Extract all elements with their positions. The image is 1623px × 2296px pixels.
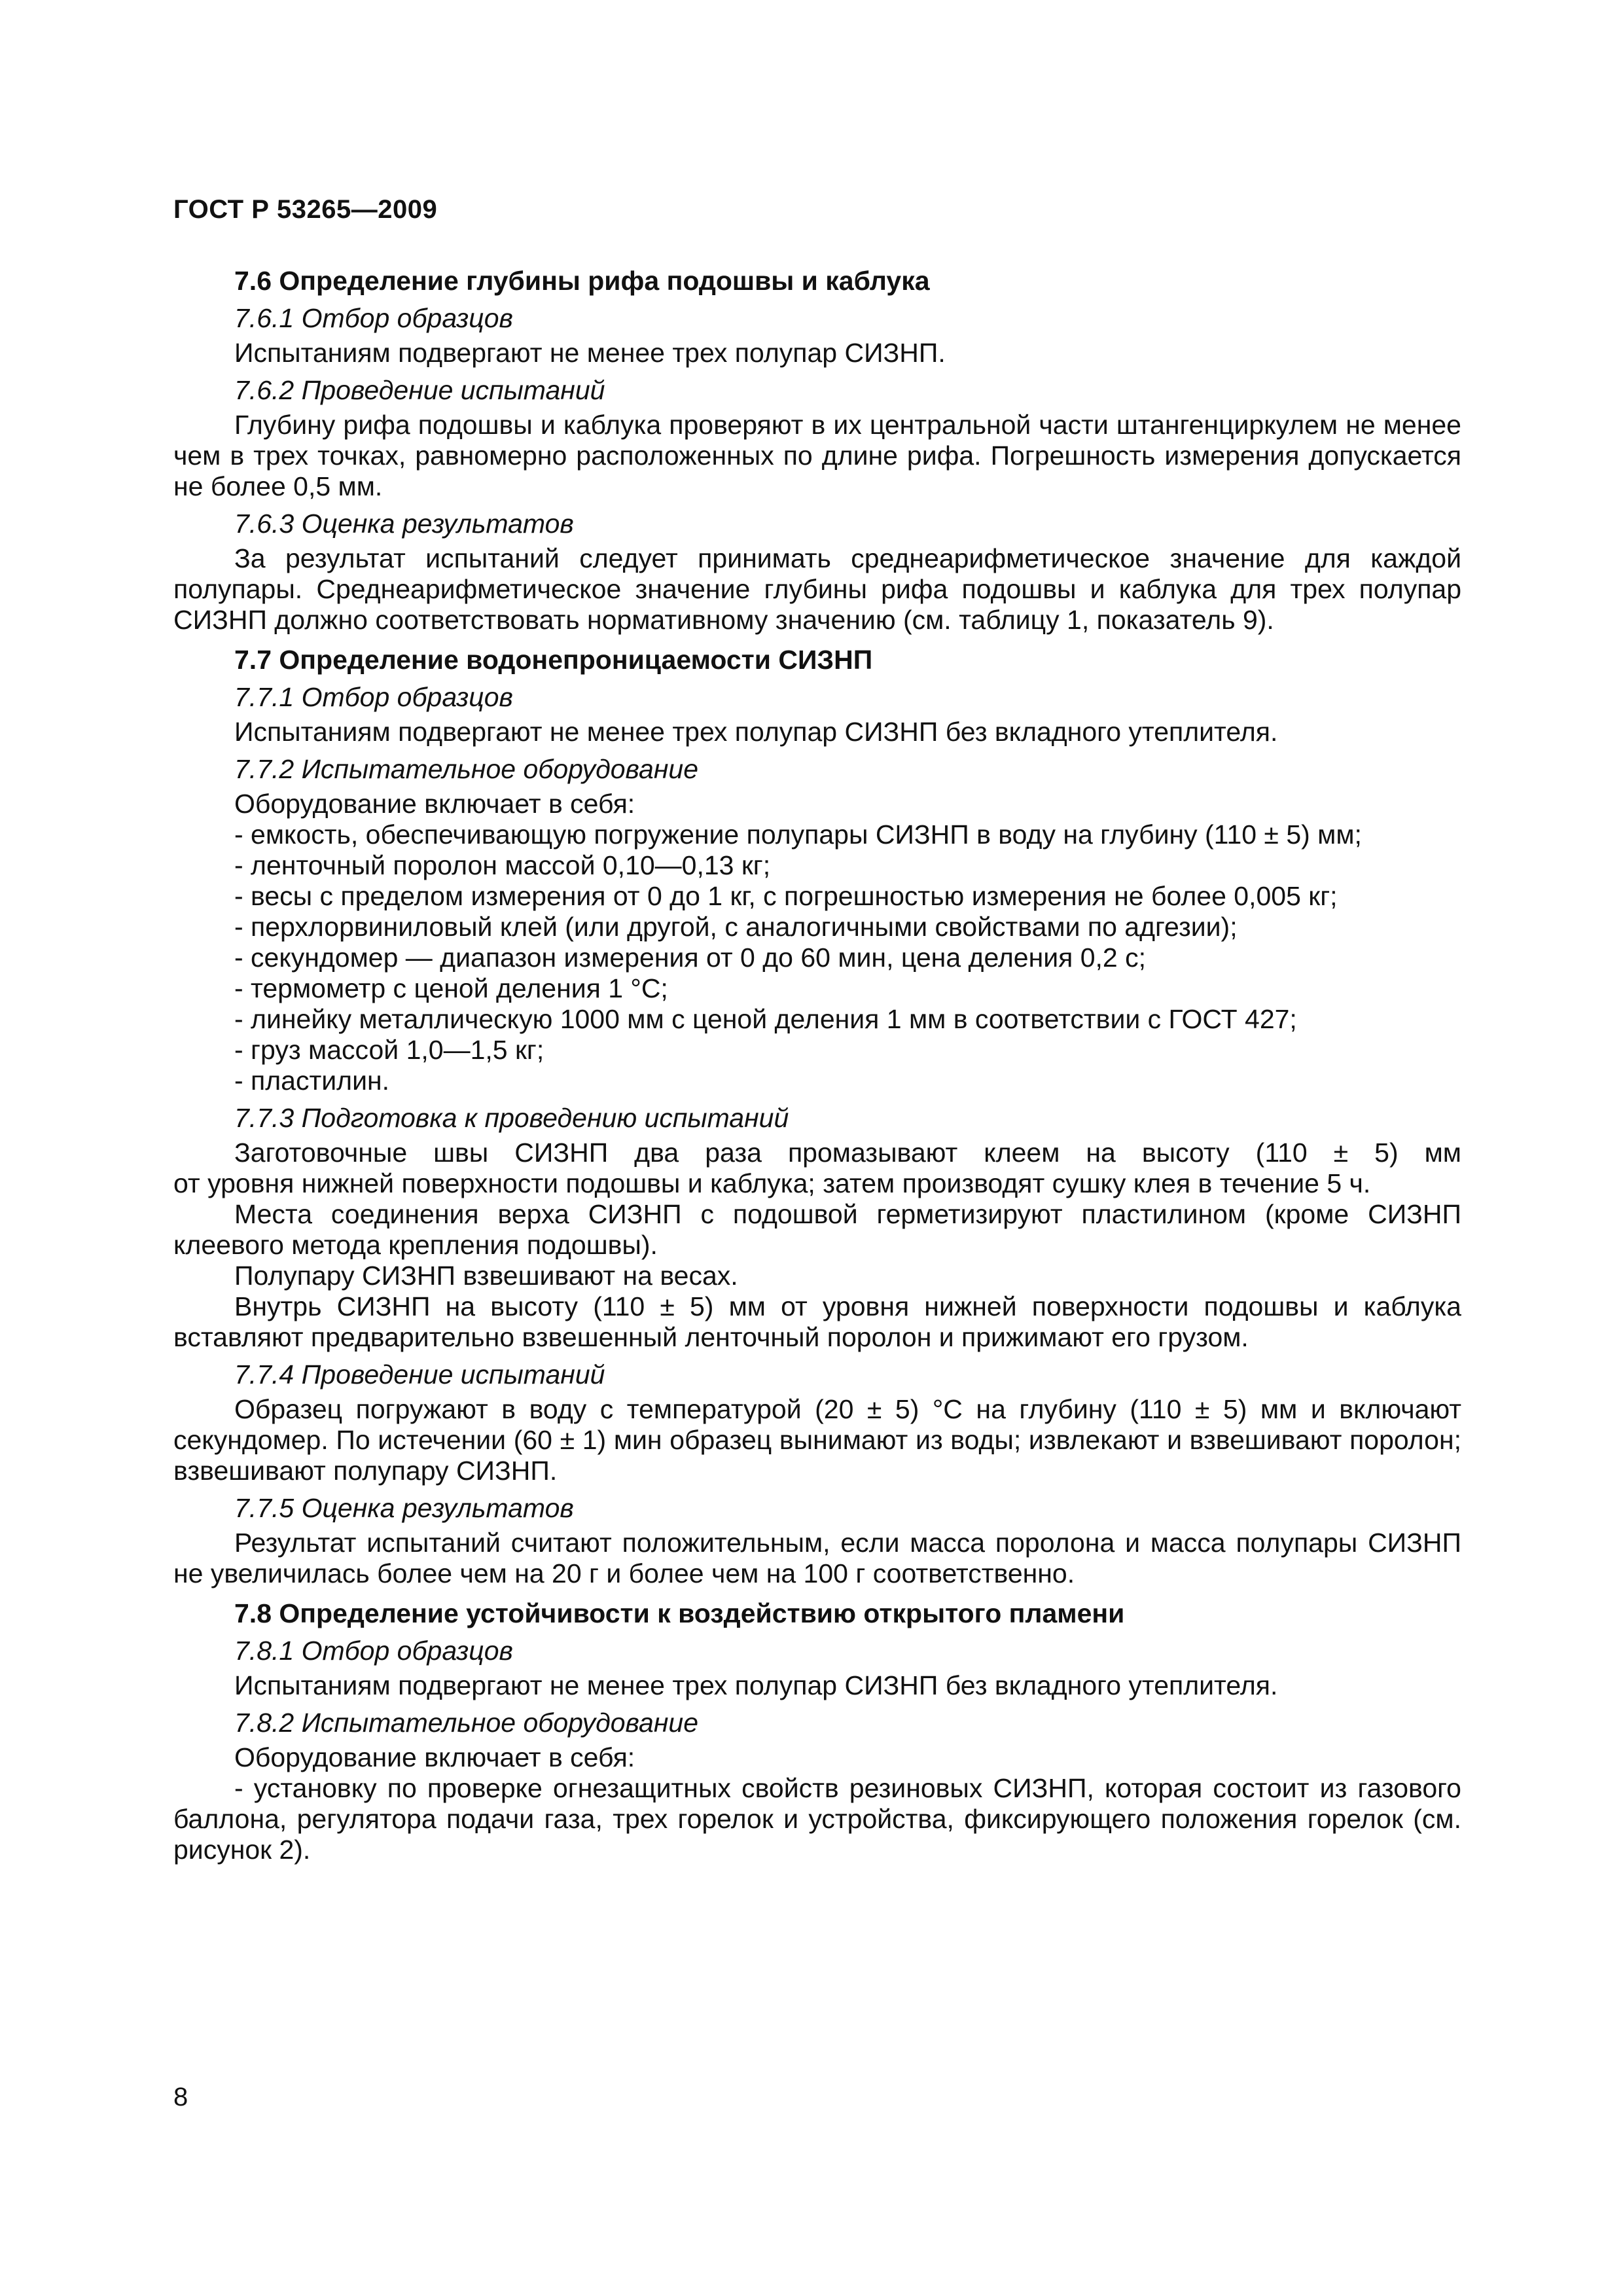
paragraph-7-8-1: Испытаниям подвергают не менее трех полупар СИЗНП без вкладного утеплителя. — [234, 1670, 1278, 1700]
paragraph-7-7-3-b: от уровня нижней поверхности подошвы и каблука; затем производят сушку клея в течение 5 ч. — [173, 1168, 1371, 1198]
paragraph-7-7-3-a: Заготовочные швы СИЗНП два раза промазывают клеем на высоту (110 ± 5) мм — [234, 1138, 1461, 1168]
list-item: - весы с пределом измерения от 0 до 1 кг, с погрешностью измерения не более 0,005 кг; — [234, 881, 1338, 911]
equipment-intro-7-8: Оборудование включает в себя: — [234, 1742, 635, 1772]
list-item: - секундомер — диапазон измерения от 0 до 60 мин, цена деления 0,2 с; — [234, 942, 1147, 973]
list-item: - линейку металлическую 1000 мм с ценой деления 1 мм в соответствии с ГОСТ 427; — [234, 1004, 1297, 1034]
subsection-7-6-1-heading: 7.6.1 Отбор образцов — [234, 303, 513, 333]
list-item: - установку по проверке огнезащитных свойств резиновых СИЗНП, которая состоит из газового баллона, регулятора подачи газа, трех горелок и устройства, фиксирующего положения горелок (см. рисунок 2). — [173, 1773, 1461, 1865]
subsection-7-7-1-heading: 7.7.1 Отбор образцов — [234, 682, 513, 712]
list-item: - пластилин. — [234, 1066, 390, 1096]
subsection-7-6-2-heading: 7.6.2 Проведение испытаний — [234, 375, 605, 405]
subsection-7-7-2-heading: 7.7.2 Испытательное оборудование — [234, 754, 699, 784]
list-item: - груз массой 1,0—1,5 кг; — [234, 1035, 544, 1065]
document-code-header: ГОСТ Р 53265—2009 — [173, 195, 438, 224]
list-item: - перхлорвиниловый клей (или другой, с аналогичными свойствами по адгезии); — [234, 912, 1238, 942]
subsection-7-8-2-heading: 7.8.2 Испытательное оборудование — [234, 1708, 699, 1738]
page-number: 8 — [173, 2083, 188, 2111]
list-item: - емкость, обеспечивающую погружение полупары СИЗНП в воду на глубину (110 ± 5) мм; — [234, 819, 1362, 850]
subsection-7-7-3-heading: 7.7.3 Подготовка к проведению испытаний — [234, 1103, 789, 1133]
paragraph-7-7-5: Результат испытаний считают положительным, если масса поролона и масса полупары СИЗНП не увеличилась более чем на 20 г и более чем на 100 г соответственно. — [173, 1528, 1461, 1588]
section-7-6-heading: 7.6 Определение глубины рифа подошвы и каблука — [234, 266, 930, 296]
paragraph-7-7-3-c: Места соединения верха СИЗНП с подошвой герметизируют пластилином (кроме СИЗНП клеевого метода крепления подошвы). — [173, 1199, 1461, 1260]
paragraph-7-6-3: За результат испытаний следует принимать среднеарифметическое значение для каждой полупары. Среднеарифметическое значение глубины рифа подошвы и каблука для трех полупар СИЗНП должно соответствовать нормативному значению (см. таблицу 1, показатель 9). — [173, 543, 1461, 635]
section-7-8-heading: 7.8 Определение устойчивости к воздействию открытого пламени — [234, 1598, 1125, 1628]
paragraph-7-7-1: Испытаниям подвергают не менее трех полупар СИЗНП без вкладного утеплителя. — [234, 717, 1278, 747]
document-body — [173, 266, 1461, 1865]
subsection-7-8-1-heading: 7.8.1 Отбор образцов — [234, 1636, 513, 1666]
paragraph-7-7-4: Образец погружают в воду с температурой (20 ± 5) °С на глубину (110 ± 5) мм и включают секундомер. По истечении (60 ± 1) мин образец вынимают из воды; извлекают и взвешивают поролон; взвешивают полупару СИЗНП. — [173, 1394, 1461, 1486]
paragraph-7-6-1: Испытаниям подвергают не менее трех полупар СИЗНП. — [234, 338, 946, 368]
equipment-intro: Оборудование включает в себя: — [234, 789, 635, 819]
subsection-7-7-5-heading: 7.7.5 Оценка результатов — [234, 1493, 574, 1523]
subsection-7-7-4-heading: 7.7.4 Проведение испытаний — [234, 1359, 605, 1390]
equipment-list — [173, 819, 1461, 1096]
section-7-7-heading: 7.7 Определение водонепроницаемости СИЗНП — [234, 645, 873, 675]
list-item: - термометр с ценой деления 1 °С; — [234, 973, 668, 1003]
list-item: - ленточный поролон массой 0,10—0,13 кг; — [234, 850, 771, 880]
paragraph-7-7-3-e: Внутрь СИЗНП на высоту (110 ± 5) мм от уровня нижней поверхности подошвы и каблука вставляют предварительно взвешенный ленточный поролон и прижимают его грузом. — [173, 1291, 1461, 1352]
paragraph-7-7-3-d: Полупару СИЗНП взвешивают на весах. — [234, 1261, 738, 1291]
paragraph-7-6-2: Глубину рифа подошвы и каблука проверяют в их центральной части штангенциркулем не менее чем в трех точках, равномерно расположенных по длине рифа. Погрешность измерения допускается не более 0,5 мм. — [173, 410, 1461, 501]
subsection-7-6-3-heading: 7.6.3 Оценка результатов — [234, 509, 574, 539]
